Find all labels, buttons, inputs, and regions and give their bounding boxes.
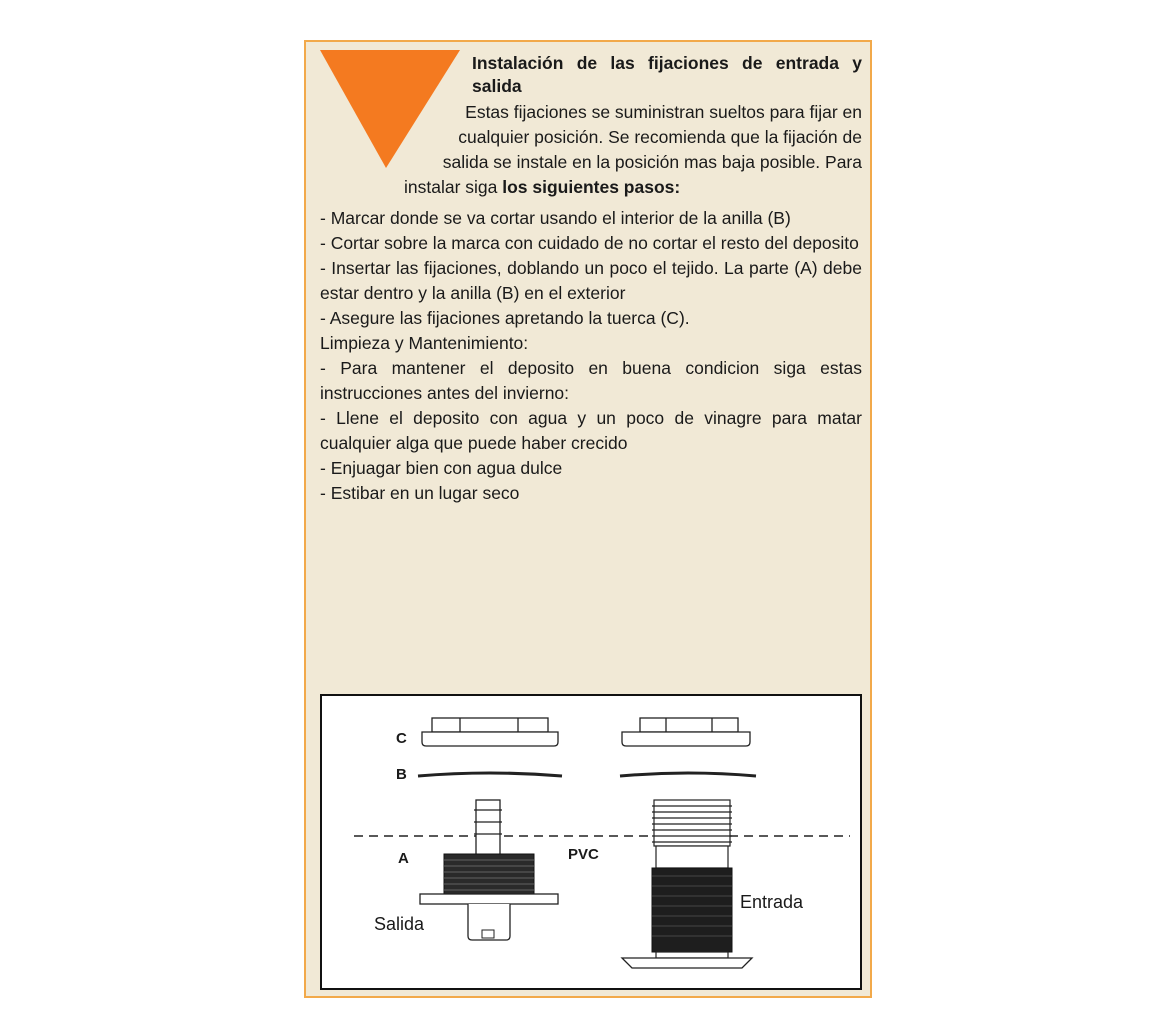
- section-heading: Instalación de las fijaciones de entrada y salida: [472, 53, 862, 96]
- label-pvc: PVC: [568, 846, 599, 863]
- intro-line-last: [320, 175, 862, 200]
- intro-last-plain: instalar siga: [404, 177, 503, 197]
- label-entrada: Entrada: [740, 892, 804, 912]
- left-flange: [420, 894, 558, 904]
- right-thread-body: [652, 868, 732, 952]
- step-item: - Estibar en un lugar seco: [320, 483, 520, 503]
- intro-line: cualquier posición. Se recomienda que la fijación de: [458, 127, 862, 147]
- fittings-diagram: [320, 694, 862, 990]
- label-salida: Salida: [374, 914, 425, 934]
- intro-line: Estas fijaciones se suministran sueltos para fijar en: [465, 102, 862, 122]
- steps-list: [320, 206, 862, 506]
- label-a: A: [398, 850, 409, 867]
- step-item: - Marcar donde se va cortar usando el interior de la anilla (B): [320, 208, 791, 228]
- left-nut-c: [422, 718, 558, 746]
- label-b: B: [396, 766, 407, 783]
- step-item: - Enjuagar bien con agua dulce: [320, 458, 563, 478]
- intro-last-bold: los siguientes pasos:: [502, 177, 681, 197]
- right-flange: [622, 958, 752, 968]
- maintenance-heading: Limpieza y Mantenimiento:: [320, 333, 529, 353]
- step-item: - Asegure las fijaciones apretando la tuerca (C).: [320, 308, 690, 328]
- intro-line: salida se instale en la posición mas baja posible. Para: [442, 152, 862, 172]
- step-item: - Insertar las fijaciones, doblando un poco el tejido. La parte (A) debe estar dentro y la anilla (B) en el exterior: [320, 258, 862, 303]
- right-washer-b: [620, 773, 756, 776]
- left-washer-b: [418, 773, 562, 776]
- step-item: - Para mantener el deposito en buena condicion siga estas instrucciones antes del invierno:: [320, 358, 862, 403]
- instruction-panel: [304, 40, 872, 998]
- left-barb: [474, 800, 502, 856]
- intro-paragraph: [320, 100, 862, 200]
- step-item: - Cortar sobre la marca con cuidado de no cortar el resto del deposito: [320, 233, 859, 253]
- right-nut-c: [622, 718, 750, 746]
- right-ribbed-top: [652, 800, 732, 868]
- label-c: C: [396, 730, 407, 747]
- step-item: - Llene el deposito con agua y un poco de vinagre para matar cualquier alga que puede haber crecido: [320, 408, 862, 453]
